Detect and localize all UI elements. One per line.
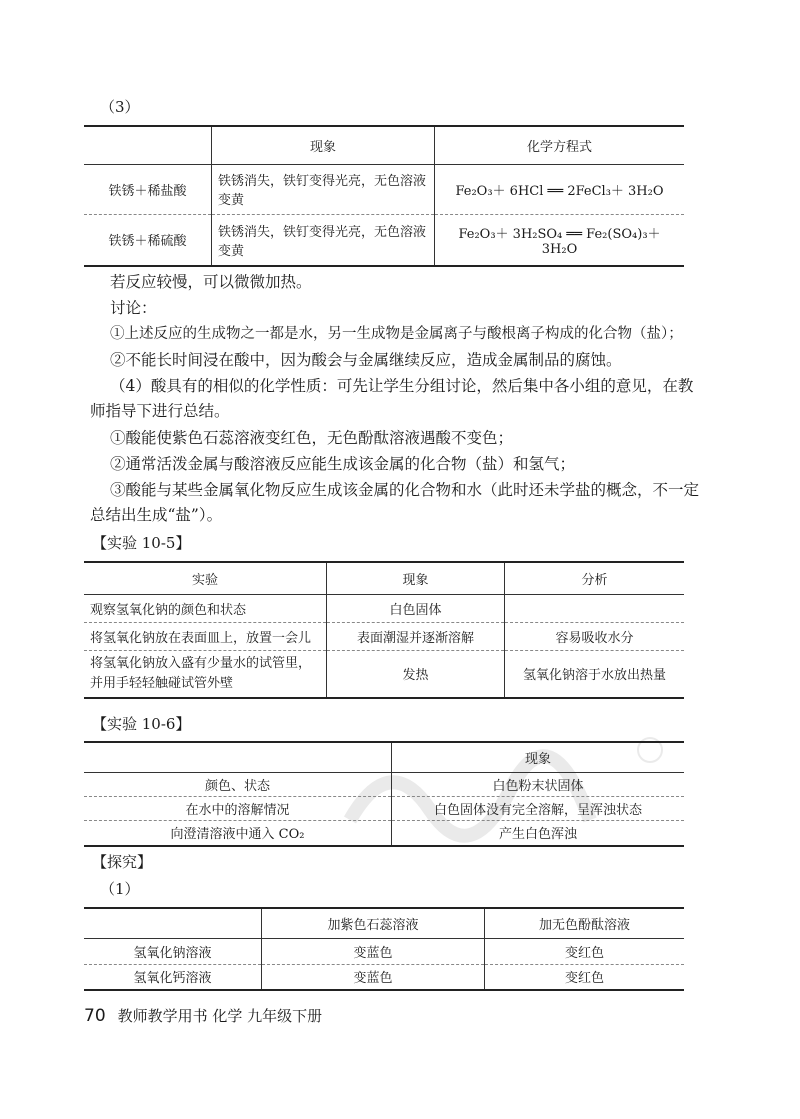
table-cell: 在水中的溶解情况 [84,796,392,820]
exp105-title: 【实验 10-5】 [92,534,191,552]
header-phenomenon: 现象 [327,562,505,594]
paragraph: ②通常活泼金属与酸溶液反应能生成该金属的化合物（盐）和氢气； [110,455,576,473]
page-footer [84,1005,322,1026]
paragraph: 讨论： [110,299,157,317]
table-cell: Fe₂O₃＋ 3H₂SO₄ ══ Fe₂(SO₄)₃＋ 3H₂O [435,214,685,266]
table-cell: 产生白色浑浊 [392,820,685,846]
explore-title: 【探究】 [92,853,153,871]
header-litmus: 加紫色石蕊溶液 [262,908,485,938]
explore-table [84,907,684,991]
paragraph: ③酸能与某些金属氧化物反应生成该金属的化合物和水（此时还未学盐的概念，不一定总结出生成“盐”）。 [90,481,700,524]
table-cell: 表面潮湿并逐渐溶解 [327,622,505,650]
table-cell: 观察氢氧化钠的颜色和状态 [84,594,327,622]
paragraph: （4）酸具有的相似的化学性质：可先让学生分组讨论，然后集中各小组的意见，在教师指导下进行总结。 [90,377,694,420]
table-cell: 铁锈消失，铁钉变得光亮，无色溶液变黄 [212,214,435,266]
table-cell: 颜色、状态 [84,772,392,796]
table-cell: 氢氧化钙溶液 [133,971,212,987]
header-equation: 化学方程式 [435,126,685,164]
table-cell: 氢氧化钠溶液 [84,938,262,964]
table-cell: 变蓝色 [262,938,485,964]
header-blank [84,742,392,772]
header-experiment: 实验 [84,562,327,594]
section3-table [84,125,684,267]
table-cell: 铁锈＋稀硫酸 [108,234,187,250]
table-cell: 氢氧化钠溶于水放出热量 [505,650,685,698]
book-title: 教师教学用书 化学 九年级下册 [117,1007,323,1025]
table-cell: Fe₂O₃＋ 6HCl ══ 2FeCl₃＋ 3H₂O [435,164,685,214]
table-cell: 变红色 [485,964,685,990]
header-analysis: 分析 [505,562,685,594]
exp105-table [84,561,684,699]
page-number: 70 [84,1006,106,1026]
header-blank [84,908,262,938]
table-cell [505,594,685,622]
table-cell: 发热 [327,650,505,698]
header-phenomenon: 现象 [212,126,435,164]
table-cell: 向澄清溶液中通入 CO₂ [170,827,305,843]
exp106-title: 【实验 10-6】 [92,715,191,733]
table-cell: 铁锈＋稀盐酸 [84,164,212,214]
header-blank [84,126,212,164]
table-cell: 将氢氧化钠放在表面皿上，放置一会儿 [84,622,327,650]
paragraph: ①上述反应的生成物之一都是水，另一生成物是金属离子与酸根离子构成的化合物（盐）； [110,326,683,342]
exp106-table [84,741,684,847]
section3-label: （3） [100,98,140,116]
table-cell: 白色粉末状固体 [392,772,685,796]
header-phenomenon: 现象 [392,742,685,772]
table-cell: 容易吸收水分 [505,622,685,650]
paragraph: ①酸能使紫色石蕊溶液变红色，无色酚酞溶液遇酸不变色； [110,429,514,447]
paragraph: ②不能长时间浸在酸中，因为酸会与金属继续反应，造成金属制品的腐蚀。 [110,351,622,369]
table-cell: 变红色 [485,938,685,964]
table-cell: 铁锈消失，铁钉变得光亮，无色溶液变黄 [212,164,435,214]
table-cell: 将氢氧化钠放入盛有少量水的试管里，并用手轻轻触碰试管外壁 [90,655,312,691]
table-cell: 白色固体 [327,594,505,622]
explore-label: （1） [100,880,140,898]
paragraph: 若反应较慢，可以微微加热。 [110,273,312,291]
table-cell: 白色固体没有完全溶解，呈浑浊状态 [392,796,685,820]
header-phenolphthalein: 加无色酚酞溶液 [485,908,685,938]
table-cell: 变蓝色 [262,964,485,990]
